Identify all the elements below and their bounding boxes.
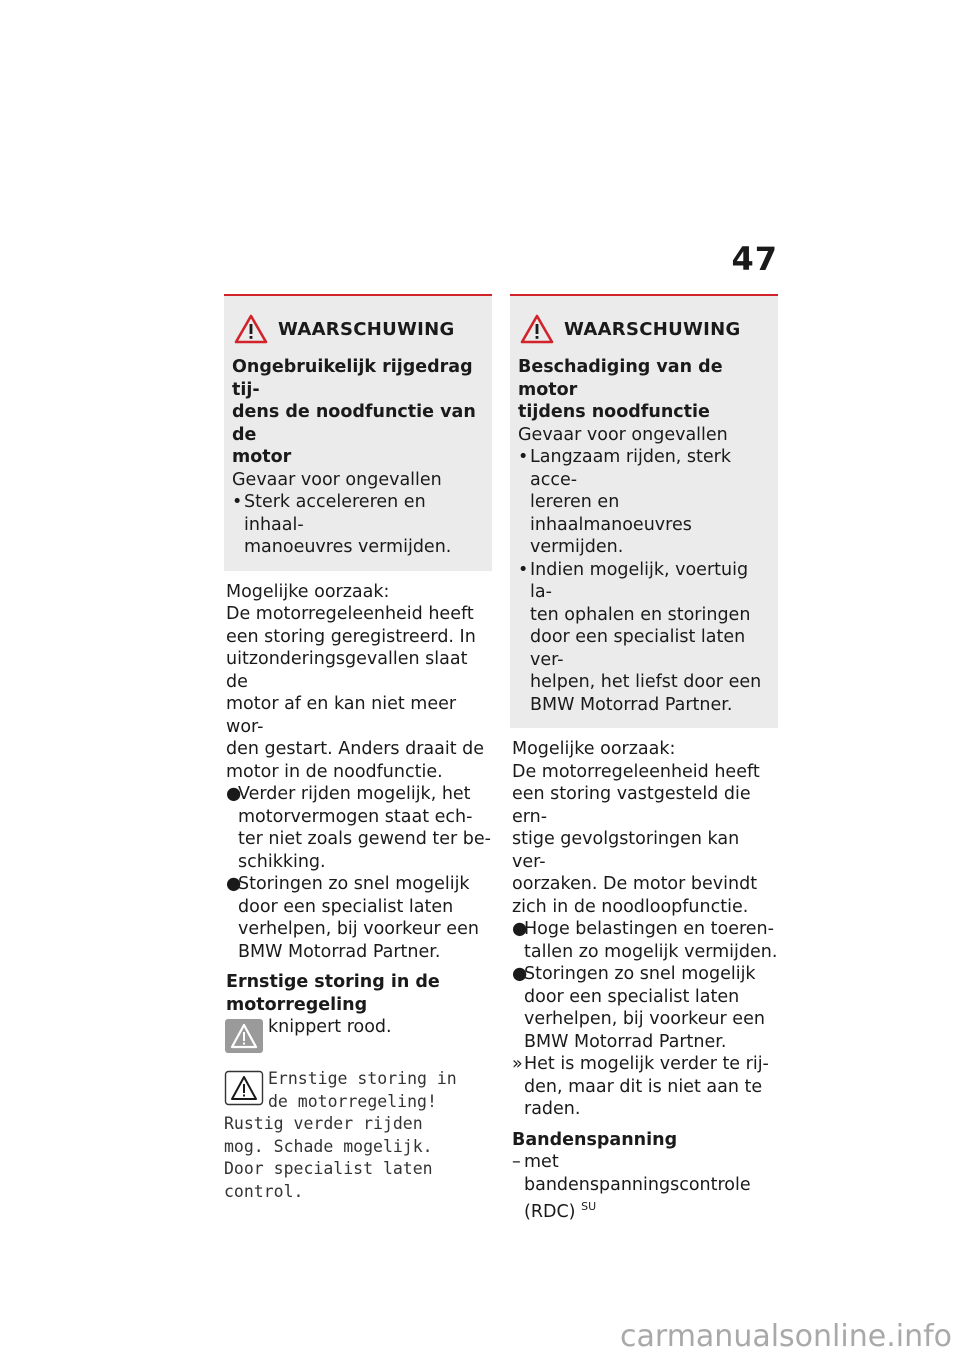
indicator-text: knippert rood. [268,1017,392,1037]
option-item: – met bandenspanningscontrole (RDC) $^{SU}$ [512,1152,751,1222]
warning-header [234,314,482,344]
action-item: ● Storingen zo snel mogelijk door een specialist laten verhelpen, bij voorkeur een BMW Motorrad Partner. [512,964,765,1052]
warning-box-right [510,294,778,728]
option-code: SU [581,1200,597,1213]
section-heading: Ernstige storing in de motorregeling [226,972,440,1015]
cause-text: Mogelijke oorzaak: De motorregeleenheid heeft een storing geregistreerd. In uitzonderingsgevallen slaat de motor af en kan niet meer wor- den gestart. Anders draait de motor in de noodfunctie. [224,581,492,784]
action-item: ● Hoge belastingen en toeren- tallen zo mogelijk vermijden. [512,919,778,962]
warning-subtitle: Gevaar voor ongevallen [232,469,442,490]
right-column [510,294,778,1223]
left-column [224,294,492,1203]
result-item: » Het is mogelijk verder te rij- den, maar dit is niet aan te raden. [512,1054,769,1119]
warning-triangle-icon [520,314,554,344]
cause-label: Mogelijke oorzaak: [512,739,676,759]
warning-header [520,314,768,344]
warning-box-left [224,294,492,571]
warning-subtitle: Gevaar voor ongevallen [518,424,728,445]
section-heading: Bandenspanning [512,1129,678,1150]
warning-title: WAARSCHUWING [278,318,455,340]
warning-indicator-icon [224,1016,264,1056]
action-item: ● Verder rijden mogelijk, het motorvermogen staat ech- ter niet zoals gewend ter be- schikking. [226,784,491,872]
action-item: ● Storingen zo snel mogelijk door een specialist laten verhelpen, bij voorkeur een BMW Motorrad Partner. [226,874,479,962]
warning-heading: Beschadiging van de motor tijdens noodfunctie [518,357,723,422]
display-message-header: Ernstige storing in de motorregeling! [224,1068,492,1113]
watermark: carmanualsonline.info [620,1319,952,1354]
display-message: Ernstige storing in de motorregeling! Rustig verder rijden mog. Schade mogelijk. Door specialist laten control. [224,1068,492,1203]
cause-text: Mogelijke oorzaak: De motorregeleenheid heeft een storing vastgesteld die ern- stige gevolgstoringen kan ver- oorzaken. De motor bevindt zich in de noodloopfunctie. [510,738,778,918]
warning-bullet: • Langzaam rijden, sterk acce- lereren en inhaalmanoeuvres vermijden. [518,447,732,557]
warning-bullet: • Indien mogelijk, voertuig la- ten ophalen en storingen door een specialist laten ver- helpen, het liefst door een BMW Motorrad Partner. [518,559,762,715]
warning-title: WAARSCHUWING [564,318,741,340]
warning-heading: Ongebruikelijk rijgedrag tij- dens de noodfunctie van de motor [232,357,476,467]
warning-triangle-icon [234,314,268,344]
warning-display-icon [224,1068,264,1108]
page-number: 47 [731,240,778,278]
cause-label: Mogelijke oorzaak: [226,581,390,602]
indicator-row [224,1016,492,1056]
warning-bullet: • Sterk accelereren en inhaal- manoeuvres vermijden. [232,492,452,557]
